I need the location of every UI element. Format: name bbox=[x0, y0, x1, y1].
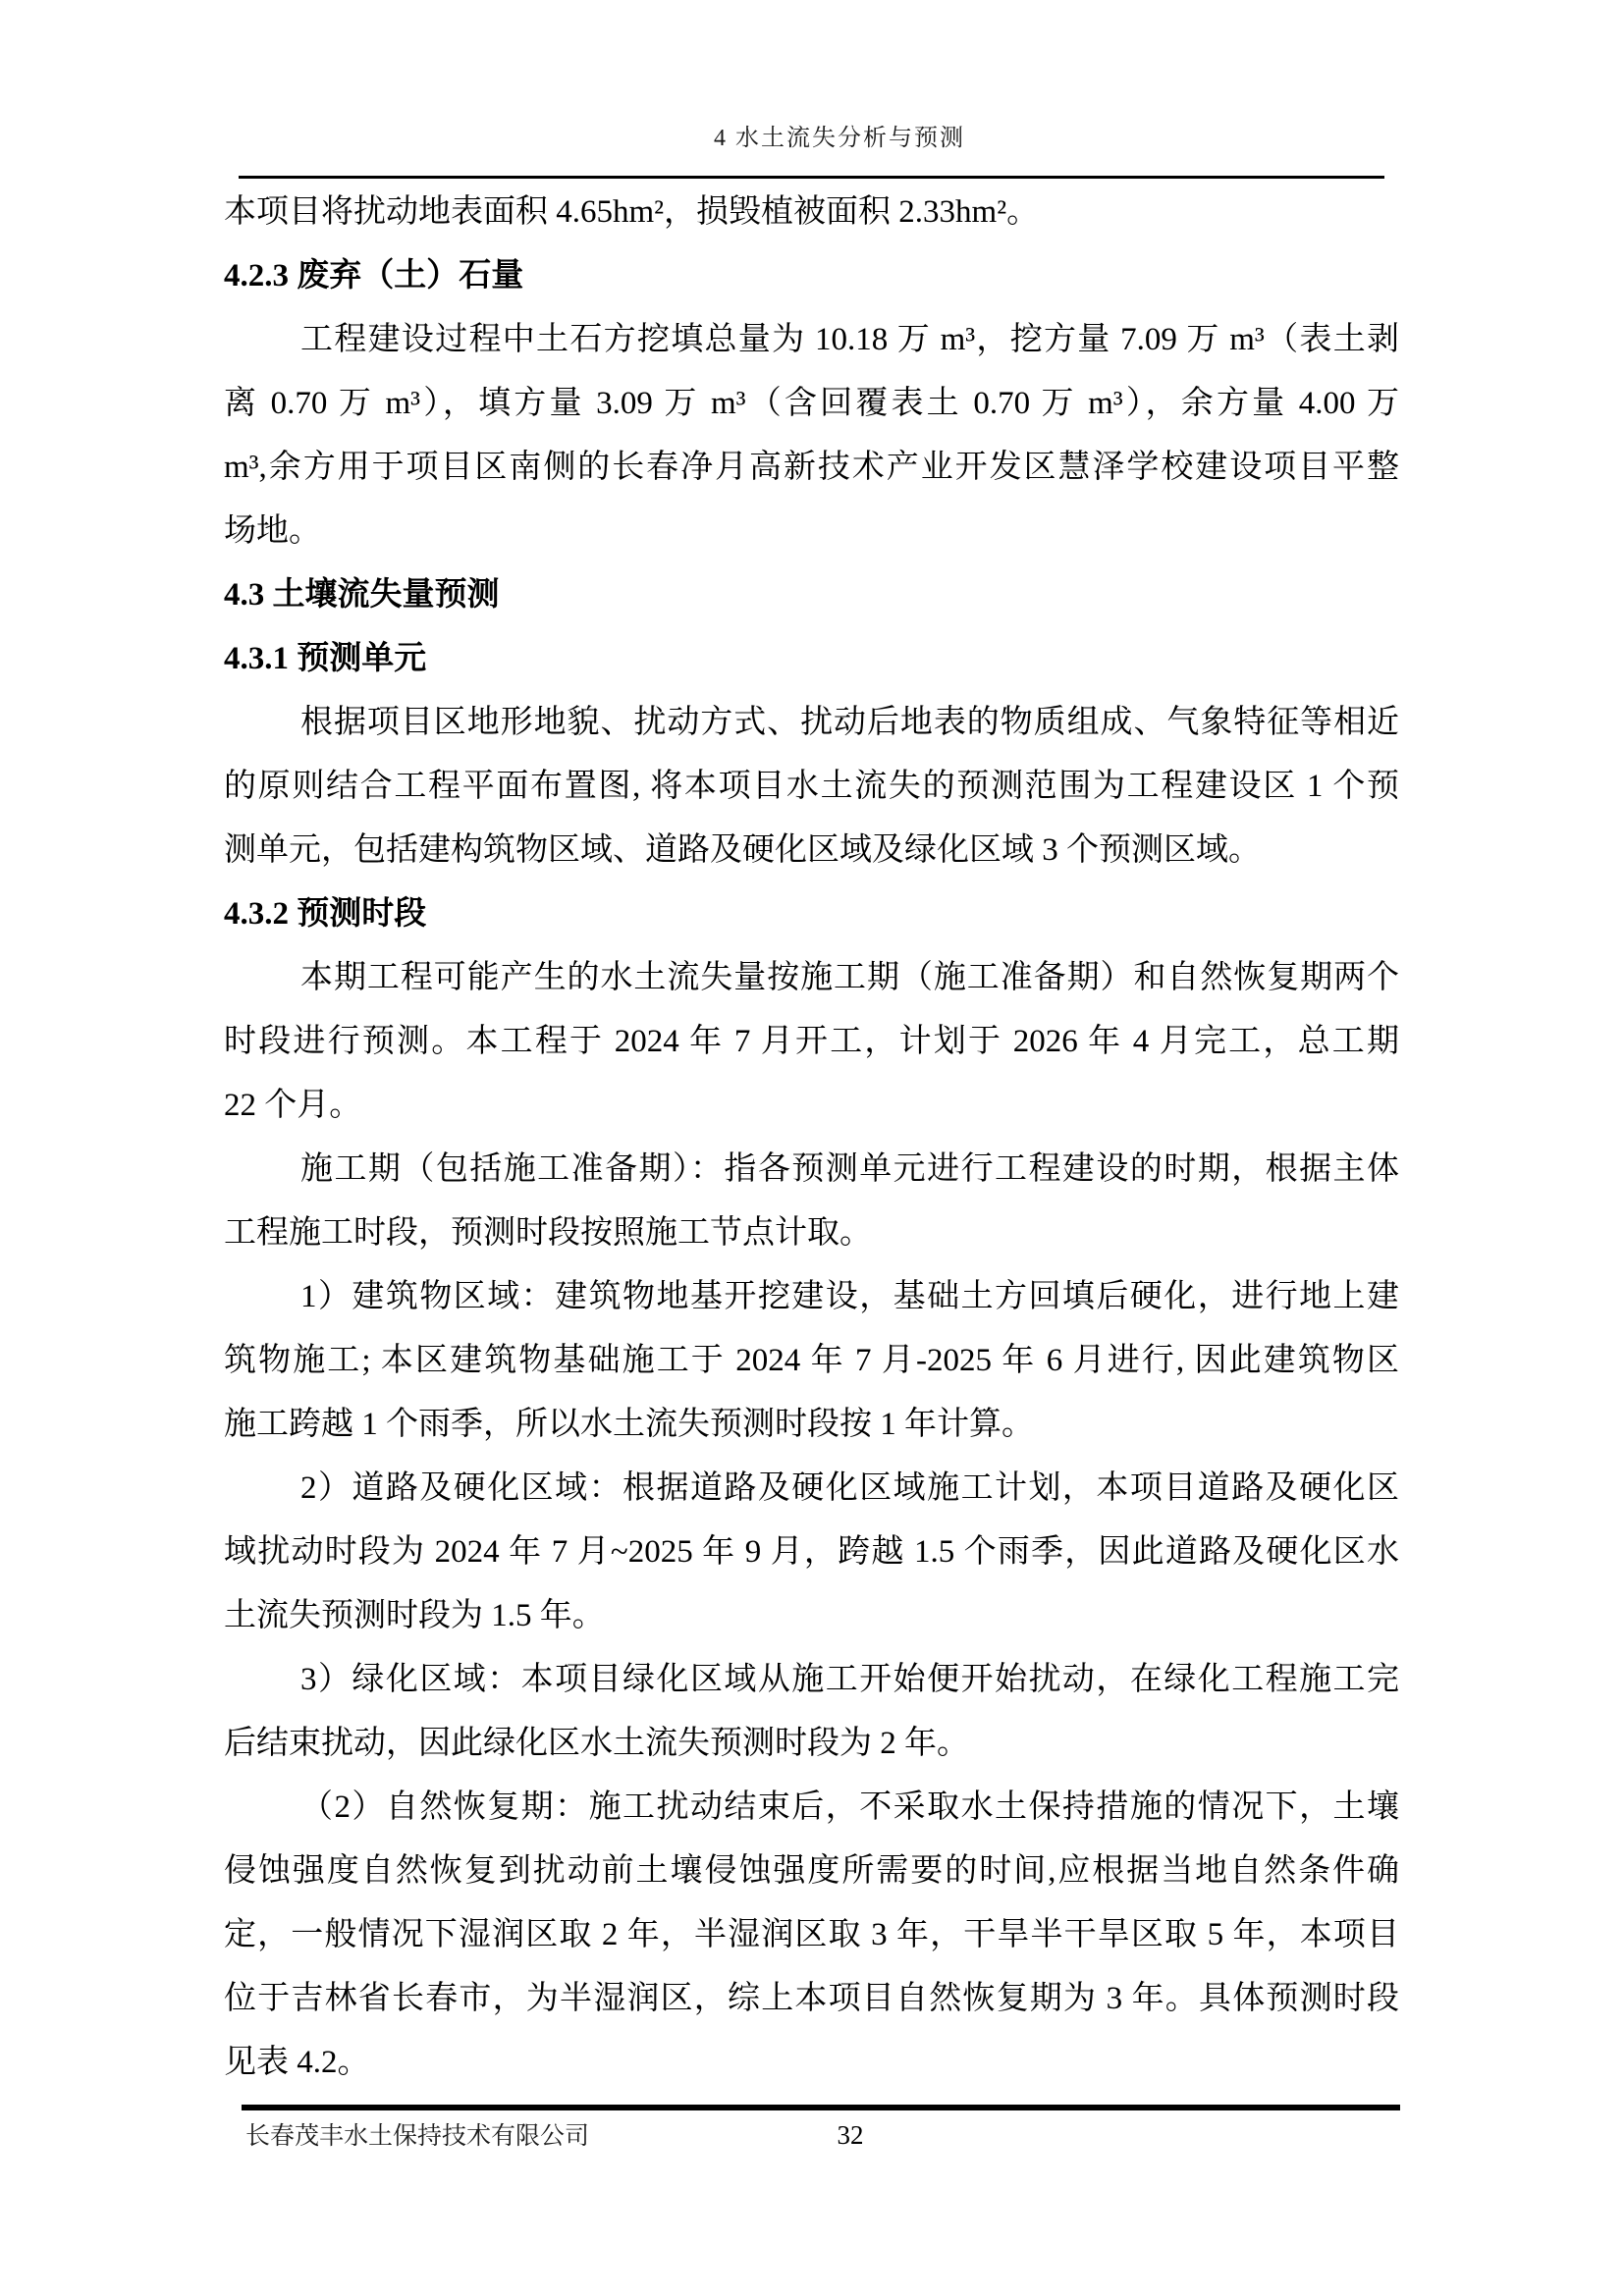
text-line: 1）建筑物区域：建筑物地基开挖建设，基础土方回填后硬化，进行地上建 bbox=[300, 1279, 1399, 1314]
footer-company-name: 长春茂丰水土保持技术有限公司 bbox=[245, 2123, 590, 2150]
text-line: （2）自然恢复期：施工扰动结束后，不采取水土保持措施的情况下，土壤 bbox=[300, 1789, 1399, 1825]
text-line: 的原则结合工程平面布置图, 将本项目水土流失的预测范围为工程建设区 1 个预 bbox=[224, 769, 1399, 804]
text-line: 域扰动时段为 2024 年 7 月~2025 年 9 月，跨越 1.5 个雨季，因此道路及硬化区水 bbox=[224, 1534, 1399, 1570]
text-line: 本期工程可能产生的水土流失量按施工期（施工准备期）和自然恢复期两个 bbox=[300, 960, 1399, 995]
text-line: 工程施工时段，预测时段按照施工节点计取。 bbox=[224, 1215, 872, 1251]
running-header-title: 4 水土流失分析与预测 bbox=[714, 126, 965, 151]
text-line: 4.3.2 预测时段 bbox=[224, 896, 427, 932]
text-line: 后结束扰动，因此绿化区水土流失预测时段为 2 年。 bbox=[224, 1726, 969, 1761]
text-line: 施工期（包括施工准备期）：指各预测单元进行工程建设的时期，根据主体 bbox=[300, 1151, 1399, 1187]
text-line: 22 个月。 bbox=[224, 1088, 362, 1123]
text-line: 根据项目区地形地貌、扰动方式、扰动后地表的物质组成、气象特征等相近 bbox=[300, 705, 1399, 740]
text-line: 场地。 bbox=[224, 513, 321, 549]
text-line: 筑物施工; 本区建筑物基础施工于 2024 年 7 月-2025 年 6 月进行, 因此建筑物区 bbox=[224, 1343, 1399, 1378]
text-line: 4.3 土壤流失量预测 bbox=[224, 577, 500, 613]
text-line: 侵蚀强度自然恢复到扰动前土壤侵蚀强度所需要的时间,应根据当地自然条件确 bbox=[224, 1853, 1399, 1889]
text-line: 见表 4.2。 bbox=[224, 2045, 370, 2080]
text-line: 测单元，包括建构筑物区域、道路及硬化区域及绿化区域 3 个预测区域。 bbox=[224, 832, 1261, 868]
text-line: 时段进行预测。本工程于 2024 年 7 月开工，计划于 2026 年 4 月完工，总工期 bbox=[224, 1024, 1399, 1059]
page-number: 32 bbox=[837, 2120, 864, 2150]
text-line: 3）绿化区域：本项目绿化区域从施工开始便开始扰动，在绿化工程施工完 bbox=[300, 1662, 1399, 1697]
text-line: 离 0.70 万 m³），填方量 3.09 万 m³（含回覆表土 0.70 万 m³），余方量 4.00 万 bbox=[224, 386, 1399, 421]
text-line: 4.3.1 预测单元 bbox=[224, 641, 427, 676]
header-rule bbox=[239, 176, 1384, 179]
document-body bbox=[224, 181, 1399, 2095]
footer-rule bbox=[242, 2105, 1400, 2110]
text-line: 4.2.3 废弃（土）石量 bbox=[224, 258, 524, 294]
text-line: 土流失预测时段为 1.5 年。 bbox=[224, 1598, 605, 1633]
text-line: 本项目将扰动地表面积 4.65hm²，损毁植被面积 2.33hm²。 bbox=[224, 194, 1040, 230]
text-line: m³,余方用于项目区南侧的长春净月高新技术产业开发区慧泽学校建设项目平整 bbox=[224, 450, 1399, 485]
text-line: 位于吉林省长春市，为半湿润区，综上本项目自然恢复期为 3 年。具体预测时段 bbox=[224, 1981, 1399, 2016]
text-line: 施工跨越 1 个雨季，所以水土流失预测时段按 1 年计算。 bbox=[224, 1407, 1034, 1442]
text-line: 2）道路及硬化区域：根据道路及硬化区域施工计划，本项目道路及硬化区 bbox=[300, 1470, 1399, 1506]
text-line: 工程建设过程中土石方挖填总量为 10.18 万 m³，挖方量 7.09 万 m³（表土剥 bbox=[300, 322, 1399, 357]
text-line: 定，一般情况下湿润区取 2 年，半湿润区取 3 年，干旱半干旱区取 5 年，本项目 bbox=[224, 1917, 1399, 1952]
